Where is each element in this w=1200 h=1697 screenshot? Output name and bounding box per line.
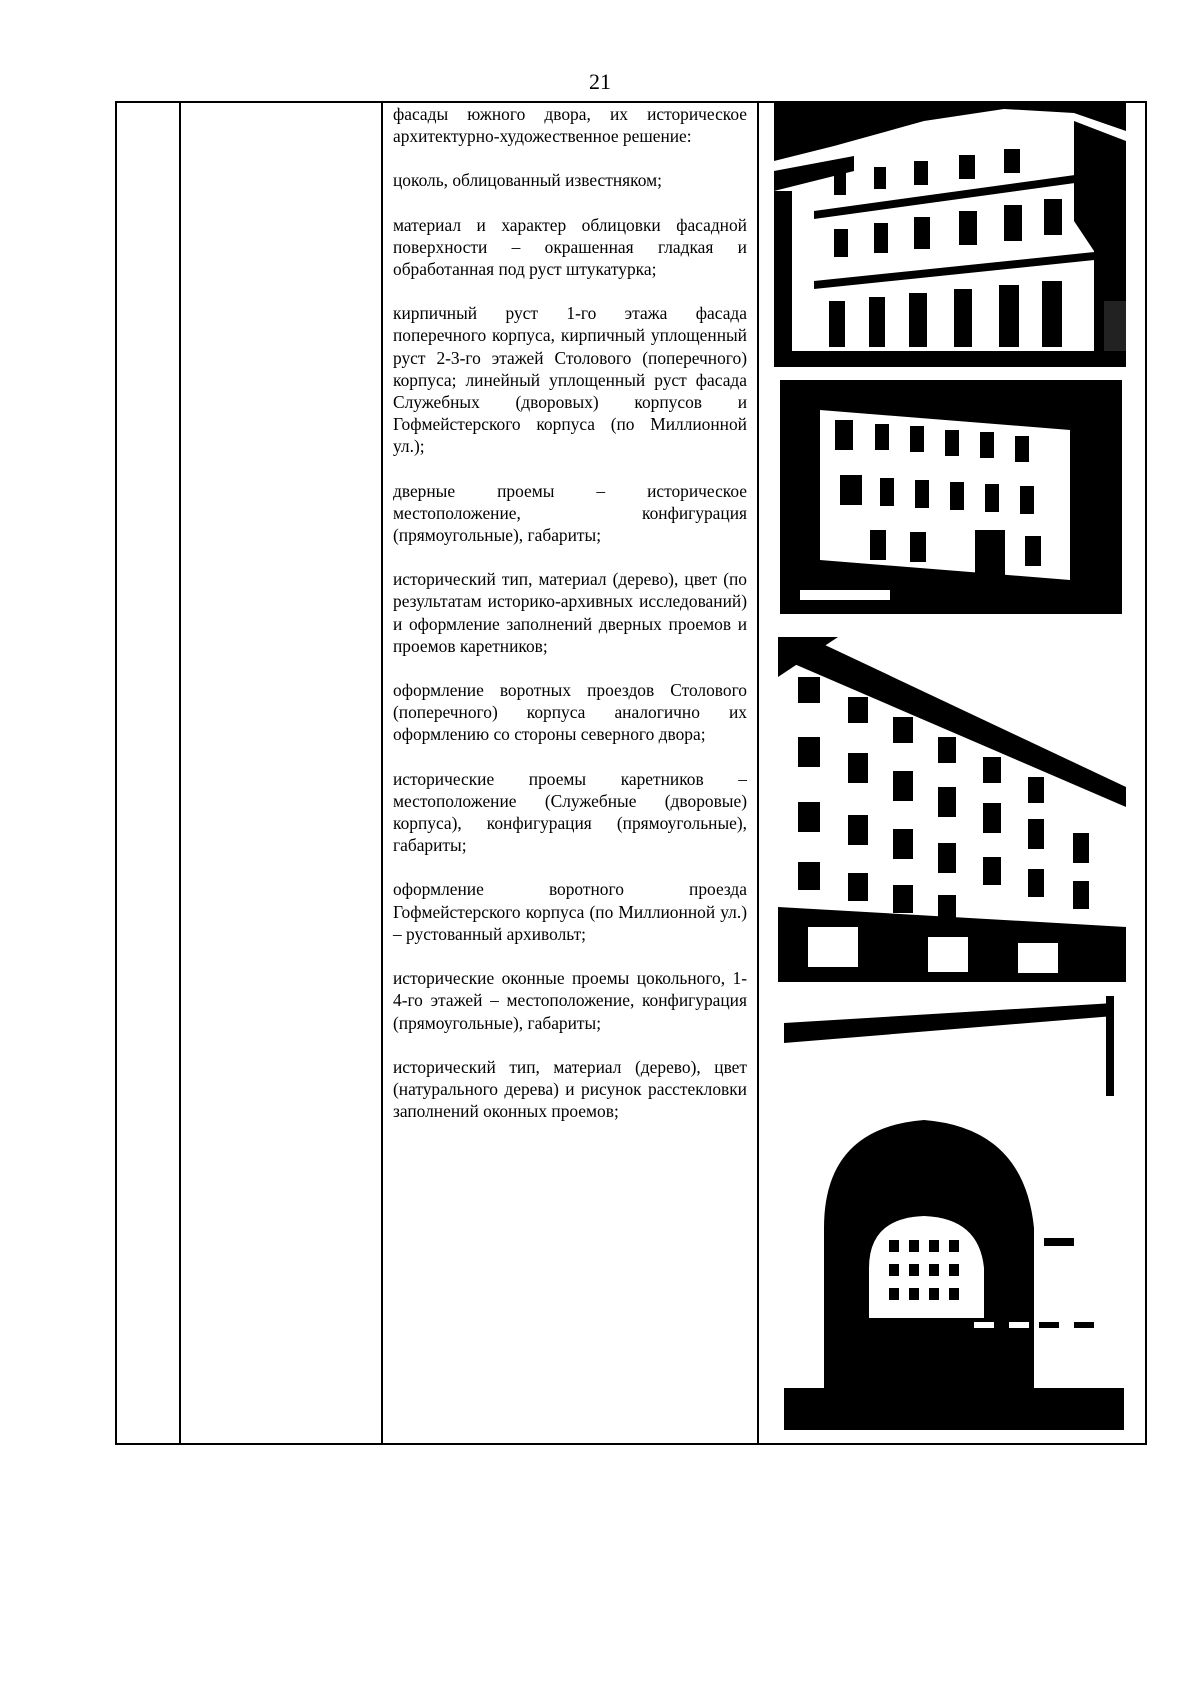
protected-elements-text: [393, 103, 747, 1122]
paragraph-rustication: кирпичный руст 1-го этажа фасада поперечного корпуса, кирпичный уплощенный руст 2-3-го этажей Столового (поперечного) корпуса; линейный уплощенный руст фасада Служебных (дворовых) корпусов и Гофмейстерского корпуса (по Миллионной ул.);: [393, 303, 747, 457]
page-number: 21: [589, 69, 611, 94]
paragraph-south-yard-facades: фасады южного двора, их историческое архитектурно-художественное решение:: [393, 104, 747, 147]
paragraph-gate-archivolt: оформление воротного проезда Гофмейстерского корпуса (по Миллионной ул.) – рустованный архивольт;: [393, 879, 747, 944]
paragraph-facing-material: материал и характер облицовки фасадной поверхности – окрашенная гладкая и обработанная под руст штукатурка;: [393, 214, 747, 280]
paragraph-door-fillings: исторический тип, материал (дерево), цвет (по результатам историко-архивных исследований) и оформление заполнений дверных проемов и проемов каретников;: [393, 569, 747, 656]
photo-building-facade-1: [774, 101, 1126, 367]
column-divider-1: [179, 101, 181, 1445]
photo-courtyard-facade-2: [780, 380, 1122, 614]
paragraph-window-fillings: исторический тип, материал (дерево), цвет (натурального дерева) и рисунок расстекловки заполнений оконных проемов;: [393, 1056, 747, 1122]
paragraph-plinth: цоколь, облицованный известняком;: [393, 170, 662, 191]
paragraph-gate-passages: оформление воротных проездов Столового (поперечного) корпуса аналогично их оформлению со стороны северного двора;: [393, 680, 747, 745]
paragraph-carriage-openings: исторические проемы каретников – местоположение (Служебные (дворовые) корпуса), конфигурация (прямоугольные), габариты;: [393, 768, 747, 856]
photo-gateway-arch-4: [784, 988, 1124, 1430]
column-divider-3: [757, 101, 759, 1445]
photo-building-perspective-3: [778, 637, 1126, 982]
paragraph-window-openings: исторические оконные проемы цокольного, 1-4-го этажей – местоположение, конфигурация (прямоугольные), габариты;: [393, 968, 747, 1033]
column-divider-2: [381, 101, 383, 1445]
paragraph-door-openings: дверные проемы – историческое местоположение, конфигурация (прямоугольные), габариты;: [393, 480, 747, 546]
